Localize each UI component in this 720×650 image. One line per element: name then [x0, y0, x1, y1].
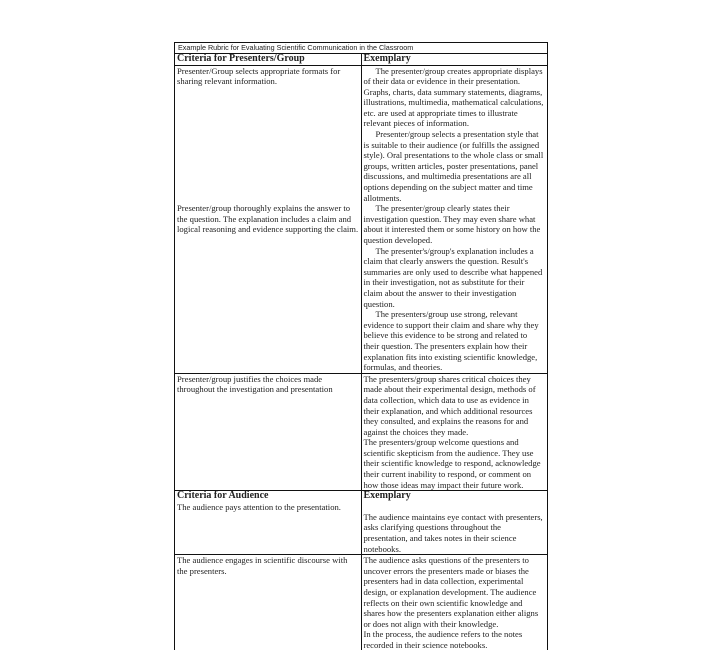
- paragraph: In the process, the audience refers to the notes recorded in their science notebooks.: [363, 629, 523, 650]
- paragraph: The audience maintains eye contact with presenters, asks clarifying questions throughout the presentation, and takes notes in their science notebooks.: [363, 511, 543, 554]
- exemplary-cell: [361, 373, 548, 491]
- rubric-title: Example Rubric for Evaluating Scientific Communication in the Classroom: [175, 43, 548, 54]
- exemplary-header: Exemplary: [361, 54, 548, 66]
- exemplary-cell: [361, 65, 548, 203]
- paragraph: The presenters/group welcome questions and scientific skepticism from the audience. They use their scientific knowledge to respond, acknowledge their current inability to respond, or comment on how those ideas may impact their future work.: [363, 437, 541, 490]
- presenters-header-row: [175, 54, 548, 66]
- paragraph: Presenter/group selects a presentation style that is suitable to their audience (or fulfills the assigned style). Oral presentations to the whole class or small groups, written articles, poster presentations, panel discussions, and multimedia presentations are all options depending on the subject matter and time allotments.: [363, 129, 544, 203]
- exemplary-cell: [361, 203, 548, 373]
- title-row: [175, 43, 548, 54]
- exemplary-header: Exemplary: [363, 490, 411, 502]
- criterion-cell: The audience engages in scientific discourse with the presenters.: [175, 555, 362, 650]
- criteria-presenters-header: Criteria for Presenters/Group: [175, 54, 362, 66]
- table-row: [175, 203, 548, 373]
- criterion-cell: Presenter/group thoroughly explains the answer to the question. The explanation includes a claim and logical reasoning and evidence supporting the claim.: [175, 203, 362, 373]
- table-row: [175, 373, 548, 491]
- table-row: [175, 555, 548, 650]
- criteria-audience-header: Criteria for Audience: [177, 490, 269, 502]
- criterion-cell: Presenter/group justifies the choices made throughout the investigation and presentation: [175, 373, 362, 491]
- paragraph: The presenter's/group's explanation includes a claim that clearly answers the question. Result's summaries are only used to describe what happened in their investigation, not as substitute for their claim about the answer to their investigation question.: [363, 245, 543, 309]
- criterion-cell: Presenter/Group selects appropriate formats for sharing relevant information.: [175, 65, 362, 203]
- paragraph: The audience asks questions of the presenters to uncover errors the presenters made or biases the presenters had in data collection, experimental design, or explanation development. The audience reflects on their own scientific knowledge and shares how the presenters explanation either aligns or does not align with their knowledge.: [363, 555, 539, 629]
- paragraph: The presenters/group use strong, relevant evidence to support their claim and share why they believe this evidence to be strong and related to their question. The presenters explain how their explanation fits into existing scientific knowledge, formulas, and theories.: [363, 309, 539, 373]
- paragraph: The presenter/group clearly states their investigation question. They may even share what about it interested them or some history on how the question developed.: [363, 203, 541, 245]
- paragraph: The presenter/group creates appropriate displays of their data or evidence in their presentation. Graphs, charts, data summary statements, diagrams, illustrations, multimedia, mathematical calculations, etc. are used at appropriate times to illustrate relevant pieces of information.: [363, 65, 544, 129]
- rubric-table: [174, 42, 548, 650]
- criterion-text: The audience pays attention to the presentation.: [177, 501, 341, 512]
- audience-header-row: [175, 491, 548, 555]
- paragraph: The presenters/group shares critical choices they made about their experimental design, methods of data collection, which data to use as evidence in their explanation, and which additional resources they consulted, and explains the reasons for and against the choices they made.: [363, 373, 536, 437]
- rubric-document: [174, 42, 548, 650]
- table-row: [175, 65, 548, 203]
- audience-exemplary-cell: [361, 491, 548, 555]
- audience-criterion-cell: [175, 491, 362, 555]
- exemplary-cell: [361, 555, 548, 650]
